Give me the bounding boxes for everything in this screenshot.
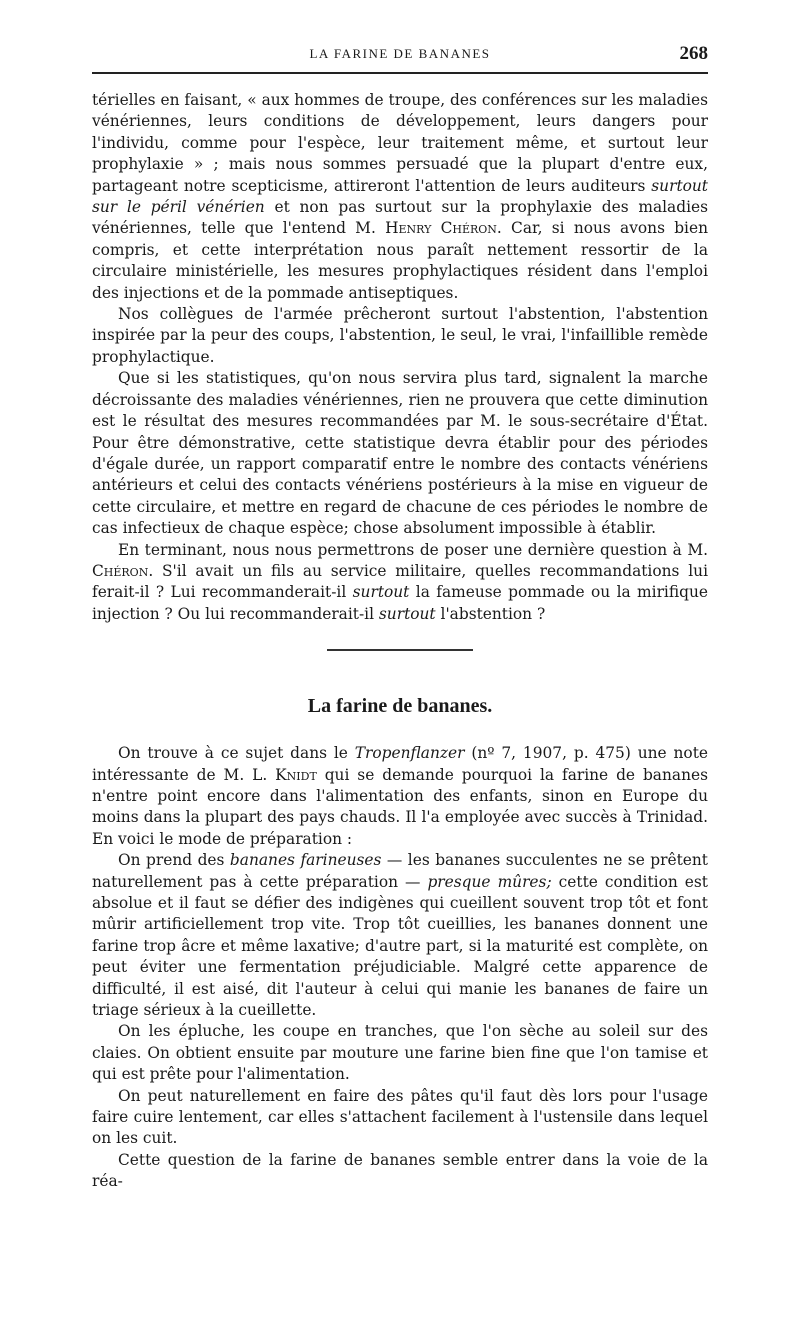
paragraph-intro (92, 743, 708, 850)
paragraph-final: Cette question de la farine de bananes semble entrer dans la voie de la réa- (92, 1150, 708, 1191)
text-run: (nº 7, 1907, p. 475) une note intéressante de M. L. (92, 744, 708, 784)
header-rule (92, 72, 708, 74)
italic-run: presque mûres; (427, 872, 552, 891)
italic-run: surtout (352, 583, 410, 602)
text-run: On trouve à ce sujet dans le (118, 744, 355, 763)
text-run: qui se demande pourquoi la farine de bananes n'entre point encore dans l'alimentation des enfants, sinon en Europe du moins dans la plupart des pays chauds. Il l'a employée avec succès à Trinidad. En voici le mode de préparation : (92, 765, 708, 848)
text-run: térielles en faisant, « aux hommes de troupe, des conférences sur les maladies vénériennes, leurs conditions de développement, leurs dangers pour l'individu, comme pour l'espèce, leur traitement même, et surtout leur prophylaxie » ; mais nous sommes persuadé que la plupart d'entre eux, partageant notre scepticisme, attireront l'attention de leurs auditeurs (92, 91, 708, 195)
section-separator (327, 649, 473, 651)
paragraph-abstention: Nos collègues de l'armée prêcheront surtout l'abstention, l'abstention inspirée par la peur des coups, l'abstention, le seul, le vrai, l'infaillible remède prophylactique. (92, 305, 708, 366)
text-run: . S'il avait un fils au service militaire, quelles recommandations lui ferait-il ? Lui recommanderait-il (92, 561, 708, 602)
paragraph-preparation (92, 850, 708, 1021)
italic-run: surtout (378, 604, 436, 623)
name-small-caps: Chéron (92, 561, 149, 580)
paragraph-question (92, 540, 708, 626)
text-run: cette condition est absolue et il faut se défier des indigènes qui cueillent souvent trop tôt et font mûrir artificiellement trop vite. Trop tôt cueillies, les bananes donnent une farine trop âcre et même laxative; d'autre part, si la maturité est complète, on peut éviter une fermentation préjudiciable. Malgré cette apparence de difficulté, il est aisé, dit l'auteur à celui qui manie les bananes de faire un triage sérieux à la cueillette. (92, 872, 708, 1020)
text-run: et non pas surtout sur la prophylaxie des maladies vénériennes, telle que l'entend M. (92, 198, 708, 238)
name-small-caps: Henry Chéron (385, 219, 497, 238)
page (92, 43, 709, 1193)
text-run: — les bananes succulentes ne se prêtent naturellement pas à cette préparation — (92, 851, 708, 891)
paragraph-pates: On peut naturellement en faire des pâtes qu'il faut dès lors pour l'usage faire cuire lentement, car elles s'attachent facilement à l'ustensile dans lequel on les cuit. (92, 1086, 708, 1148)
text-run: En terminant, nous nous permettrons de poser une dernière question à M. (118, 540, 708, 559)
italic-run: bananes farineuses (229, 851, 382, 870)
paragraph-statistiques: Que si les statistiques, qu'on nous servira plus tard, signalent la marche décroissante des maladies vénériennes, rien ne prouvera que cette diminution est le résultat des mesures recommandées par M. le sous-secrétaire d'État. Pour être démonstrative, cette statistique devra établir pour des périodes d'égale durée, un rapport comparatif entre le nombre des contacts vénériens antérieurs et celui des contacts vénériens postérieurs à la mise en vigueur de cette circulaire, et mettre en regard de chacune de ces périodes le nombre de cas infectieux de chaque espèce; chose absolument impossible à établir. (92, 369, 708, 538)
text-run: l'abstention ? (435, 604, 546, 623)
paragraph-continuation (92, 90, 708, 304)
paragraph-epluchage: On les épluche, les coupe en tranches, que l'on sèche au soleil sur des claies. On obtient ensuite par mouture une farine bien fine que l'on tamise et qui est prête pour l'alimentation. (92, 1022, 708, 1084)
name-small-caps: Knidt (275, 765, 317, 784)
text-run: On prend des (118, 851, 230, 870)
running-title: LA FARINE DE BANANES (309, 46, 491, 61)
text-run: . Car, si nous avons bien compris, et cette interprétation nous paraît nettement ressortir de la circulaire ministérielle, les mesures prophylactiques résident dans l'emploi des injections et de la pommade antiseptiques. (92, 219, 709, 302)
italic-run: surtout sur le péril vénérien (92, 176, 708, 217)
page-number: 268 (679, 43, 708, 64)
running-head (92, 43, 708, 72)
italic-run: Tropenflanzer (354, 744, 465, 763)
section-title: La farine de bananes. (307, 695, 493, 718)
text-run: la fameuse pommade ou la mirifique injection ? Ou lui recommanderait-il (92, 583, 708, 623)
